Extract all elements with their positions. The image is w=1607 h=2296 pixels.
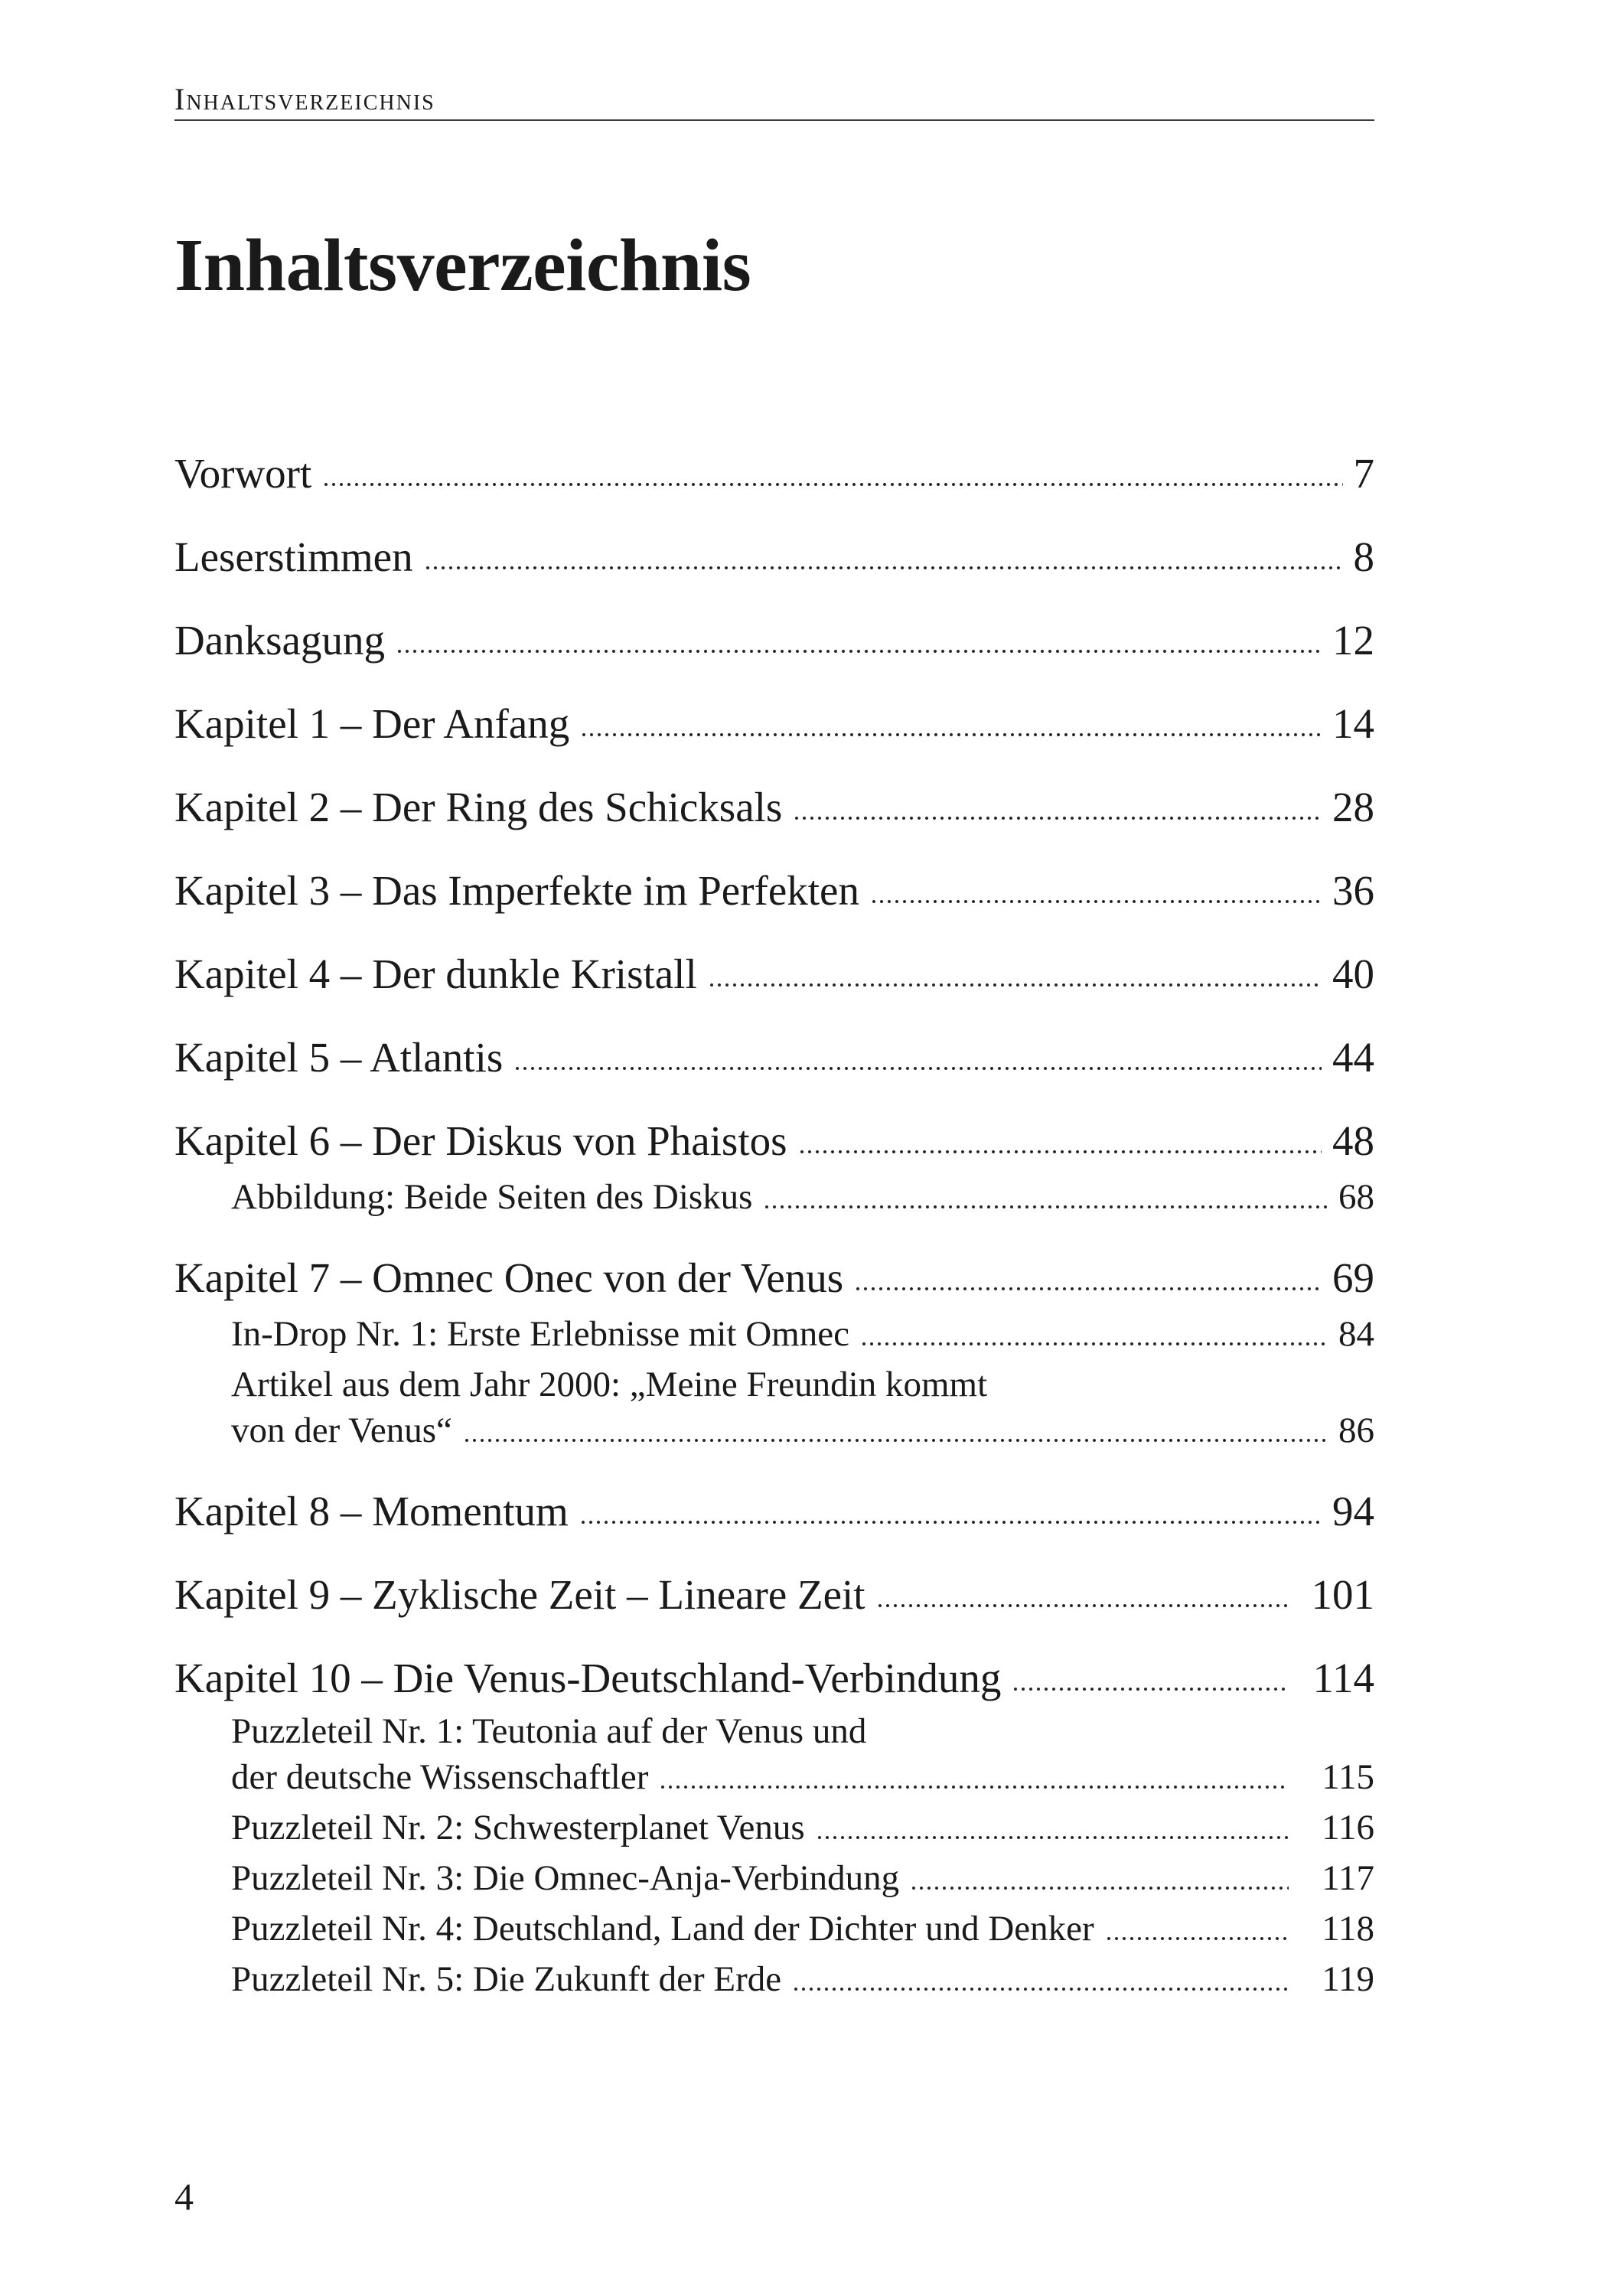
dot-leader (910, 1883, 1289, 1893)
toc-entry-page: 28 (1332, 784, 1374, 830)
toc-entry-page: 8 (1353, 533, 1374, 580)
toc-entry-title: Kapitel 2 – Der Ring des Schicksals (174, 784, 783, 830)
toc-entry-title: Puzzleteil Nr. 4: Deutschland, Land der Dichter und Denker (231, 1909, 1094, 1949)
toc-entry-title: Kapitel 7 – Omnec Onec von der Venus (174, 1254, 844, 1301)
toc-subentry-puzzleteil-3[interactable] (174, 1855, 1374, 1901)
dot-leader (854, 1283, 1322, 1294)
toc-entry-title: Kapitel 3 – Das Imperfekte im Perfekten (174, 867, 859, 914)
toc-entry-title: Puzzleteil Nr. 3: Die Omnec-Anja-Verbindung (231, 1858, 900, 1898)
dot-leader (798, 1146, 1322, 1157)
toc-entry-kapitel-2[interactable] (174, 782, 1374, 833)
toc-subentry-in-drop[interactable] (174, 1311, 1374, 1357)
toc-entry-page: 14 (1332, 700, 1374, 747)
toc-entry-kapitel-7[interactable] (174, 1253, 1374, 1303)
dot-leader (708, 980, 1322, 990)
running-head: Inhaltsverzeichnis (174, 86, 1374, 121)
toc-entry-title: Puzzleteil Nr. 2: Schwesterplanet Venus (231, 1808, 805, 1848)
toc-entry-page: 116 (1322, 1808, 1374, 1848)
dot-leader (424, 563, 1343, 573)
toc-entry-kapitel-4[interactable] (174, 949, 1374, 1000)
toc-subentry-artikel-line1[interactable]: Artikel aus dem Jahr 2000: „Meine Freundin kommt (231, 1365, 988, 1404)
toc-entry-leserstimmen[interactable] (174, 532, 1374, 582)
dot-leader (860, 1339, 1328, 1349)
dot-leader (396, 646, 1322, 657)
toc-entry-vorwort[interactable] (174, 448, 1374, 499)
dot-leader (816, 1832, 1289, 1843)
toc-entry-page: 44 (1332, 1034, 1374, 1081)
toc-subentry-abbildung[interactable] (174, 1174, 1374, 1220)
toc-entry-title: Kapitel 5 – Atlantis (174, 1034, 504, 1081)
dot-leader (792, 1984, 1289, 1994)
toc-entry-page: 84 (1338, 1314, 1374, 1354)
dot-leader (1105, 1933, 1289, 1944)
toc-entry-page: 40 (1332, 951, 1374, 997)
dot-leader (1012, 1684, 1289, 1694)
toc-subentry-puzzleteil-1[interactable] (174, 1754, 1374, 1800)
toc-entry-kapitel-8[interactable] (174, 1486, 1374, 1537)
toc-entry-page: 48 (1332, 1117, 1374, 1164)
toc-entry-kapitel-6[interactable] (174, 1116, 1374, 1166)
page-number: 4 (174, 2175, 194, 2218)
toc-entry-title: In-Drop Nr. 1: Erste Erlebnisse mit Omnec (231, 1314, 849, 1354)
toc-entry-title: Puzzleteil Nr. 5: Die Zukunft der Erde (231, 1959, 782, 1999)
toc-entry-kapitel-3[interactable] (174, 866, 1374, 916)
dot-leader (580, 729, 1322, 740)
dot-leader (793, 813, 1322, 823)
dot-leader (659, 1782, 1289, 1792)
toc-entry-page: 7 (1353, 450, 1374, 497)
toc-entry-kapitel-9[interactable] (174, 1570, 1374, 1620)
dot-leader (763, 1202, 1328, 1212)
table-of-contents (174, 448, 1374, 2002)
toc-entry-page: 101 (1311, 1571, 1374, 1618)
toc-entry-kapitel-5[interactable] (174, 1032, 1374, 1083)
toc-entry-kapitel-10[interactable] (174, 1653, 1374, 1704)
dot-leader (513, 1063, 1322, 1074)
toc-entry-page: 114 (1312, 1655, 1374, 1701)
toc-entry-page: 12 (1332, 617, 1374, 664)
dot-leader (322, 479, 1342, 490)
toc-subentry-puzzleteil-2[interactable] (174, 1805, 1374, 1851)
toc-entry-title: Kapitel 8 – Momentum (174, 1488, 569, 1534)
toc-entry-page: 115 (1322, 1757, 1374, 1797)
dot-leader (463, 1435, 1328, 1446)
toc-entry-title: Kapitel 10 – Die Venus-Deutschland-Verbindung (174, 1655, 1002, 1701)
toc-entry-title: Kapitel 1 – Der Anfang (174, 700, 570, 747)
toc-subentry-artikel[interactable] (174, 1407, 1374, 1453)
toc-entry-title: der deutsche Wissenschaftler (231, 1757, 649, 1797)
toc-entry-page: 68 (1338, 1177, 1374, 1217)
toc-entry-page: 118 (1322, 1909, 1374, 1949)
toc-entry-danksagung[interactable] (174, 615, 1374, 666)
dot-leader (876, 1600, 1289, 1611)
dot-leader (579, 1517, 1322, 1528)
toc-entry-page: 94 (1332, 1488, 1374, 1534)
toc-subentry-puzzleteil-4[interactable] (174, 1906, 1374, 1952)
toc-entry-title: Vorwort (174, 450, 312, 497)
toc-entry-title: Kapitel 6 – Der Diskus von Phaistos (174, 1117, 787, 1164)
toc-entry-kapitel-1[interactable] (174, 699, 1374, 749)
toc-entry-page: 86 (1338, 1411, 1374, 1450)
toc-entry-page: 69 (1332, 1254, 1374, 1301)
toc-subentry-puzzleteil-5[interactable] (174, 1956, 1374, 2002)
toc-entry-title: Danksagung (174, 617, 385, 664)
toc-entry-title: Abbildung: Beide Seiten des Diskus (231, 1177, 753, 1217)
toc-entry-title: Kapitel 9 – Zyklische Zeit – Lineare Zeit (174, 1571, 865, 1618)
toc-entry-title: von der Venus“ (231, 1411, 452, 1450)
toc-subentry-puzzleteil-1-line1[interactable]: Puzzleteil Nr. 1: Teutonia auf der Venus und (231, 1711, 867, 1751)
dot-leader (870, 896, 1322, 907)
toc-entry-page: 119 (1322, 1959, 1374, 1999)
toc-entry-title: Kapitel 4 – Der dunkle Kristall (174, 951, 697, 997)
toc-entry-page: 117 (1322, 1858, 1374, 1898)
page-title: Inhaltsverzeichnis (174, 224, 751, 307)
toc-entry-page: 36 (1332, 867, 1374, 914)
toc-entry-title: Leserstimmen (174, 533, 413, 580)
